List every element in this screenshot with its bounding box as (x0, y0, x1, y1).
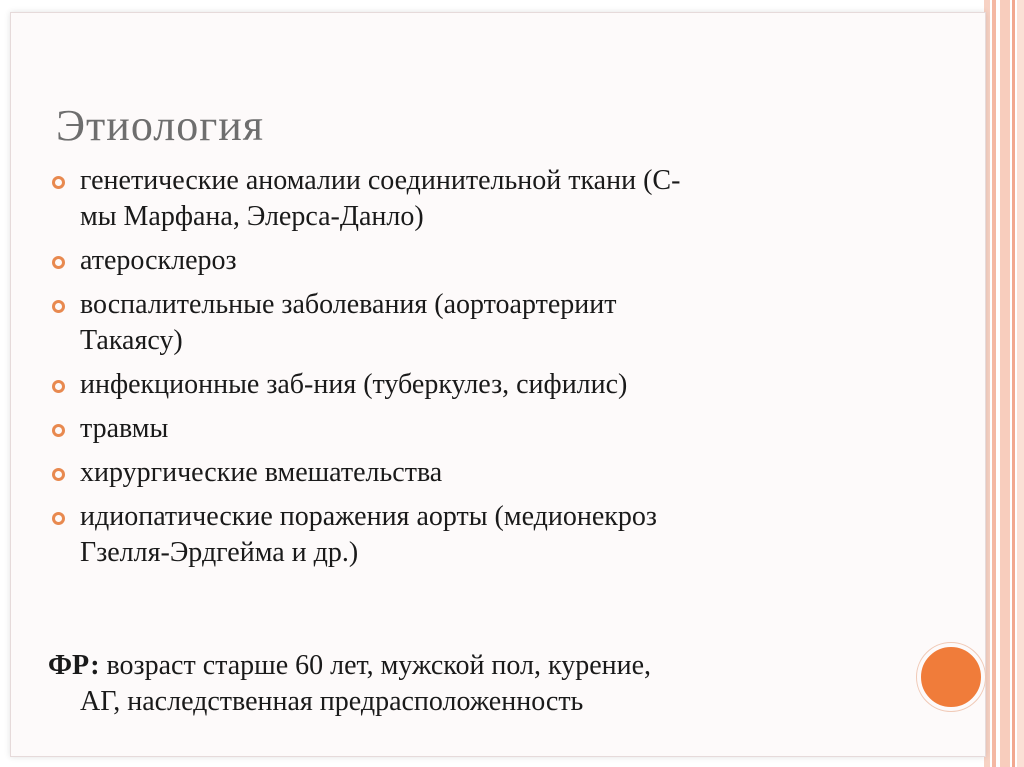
circle-bullet-icon (52, 468, 65, 481)
list-item (48, 163, 848, 235)
risk-factors-line1: возраст старше 60 лет, мужской пол, курение, (99, 650, 652, 681)
list-item (48, 287, 848, 359)
list-item (48, 367, 848, 403)
bullet-text-line1: генетические аномалии соединительной ткани (С- (80, 165, 681, 196)
slide-title: Этиология (56, 101, 265, 150)
decorative-stripe (1012, 0, 1015, 767)
decorative-stripe (992, 0, 996, 767)
bullet-text-line2: мы Марфана, Элерса-Данло) (80, 201, 424, 232)
bullet-text-line2: Гзелля-Эрдгейма и др.) (80, 537, 359, 568)
decorative-stripe (1000, 0, 1010, 767)
bullet-text-line1: травмы (80, 413, 169, 444)
bullet-text-line1: идиопатические поражения аорты (медионекроз (80, 501, 657, 532)
list-item (48, 411, 848, 447)
bullet-text-line1: атеросклероз (80, 245, 237, 276)
decorative-stripe (1017, 0, 1024, 767)
bullet-text-line1: воспалительные заболевания (аортоартериит (80, 289, 617, 320)
risk-factors (48, 648, 868, 720)
orange-circle-icon (917, 643, 985, 711)
list-item (48, 243, 848, 279)
bullet-text-line2: Такаясу) (80, 325, 183, 356)
circle-bullet-icon (52, 380, 65, 393)
circle-bullet-icon (52, 424, 65, 437)
list-item (48, 499, 848, 571)
bullet-list (48, 163, 848, 579)
circle-bullet-icon (52, 512, 65, 525)
risk-factors-line2: АГ, наследственная предрасположенность (80, 686, 584, 717)
circle-bullet-icon (52, 300, 65, 313)
bullet-text-line1: хирургические вмешательства (80, 457, 443, 488)
circle-bullet-icon (52, 256, 65, 269)
circle-bullet-icon (52, 176, 65, 189)
bullet-text-line1: инфекционные заб-ния (туберкулез, сифилис) (80, 369, 628, 400)
list-item (48, 455, 848, 491)
risk-factors-label: ФР: (48, 650, 100, 681)
